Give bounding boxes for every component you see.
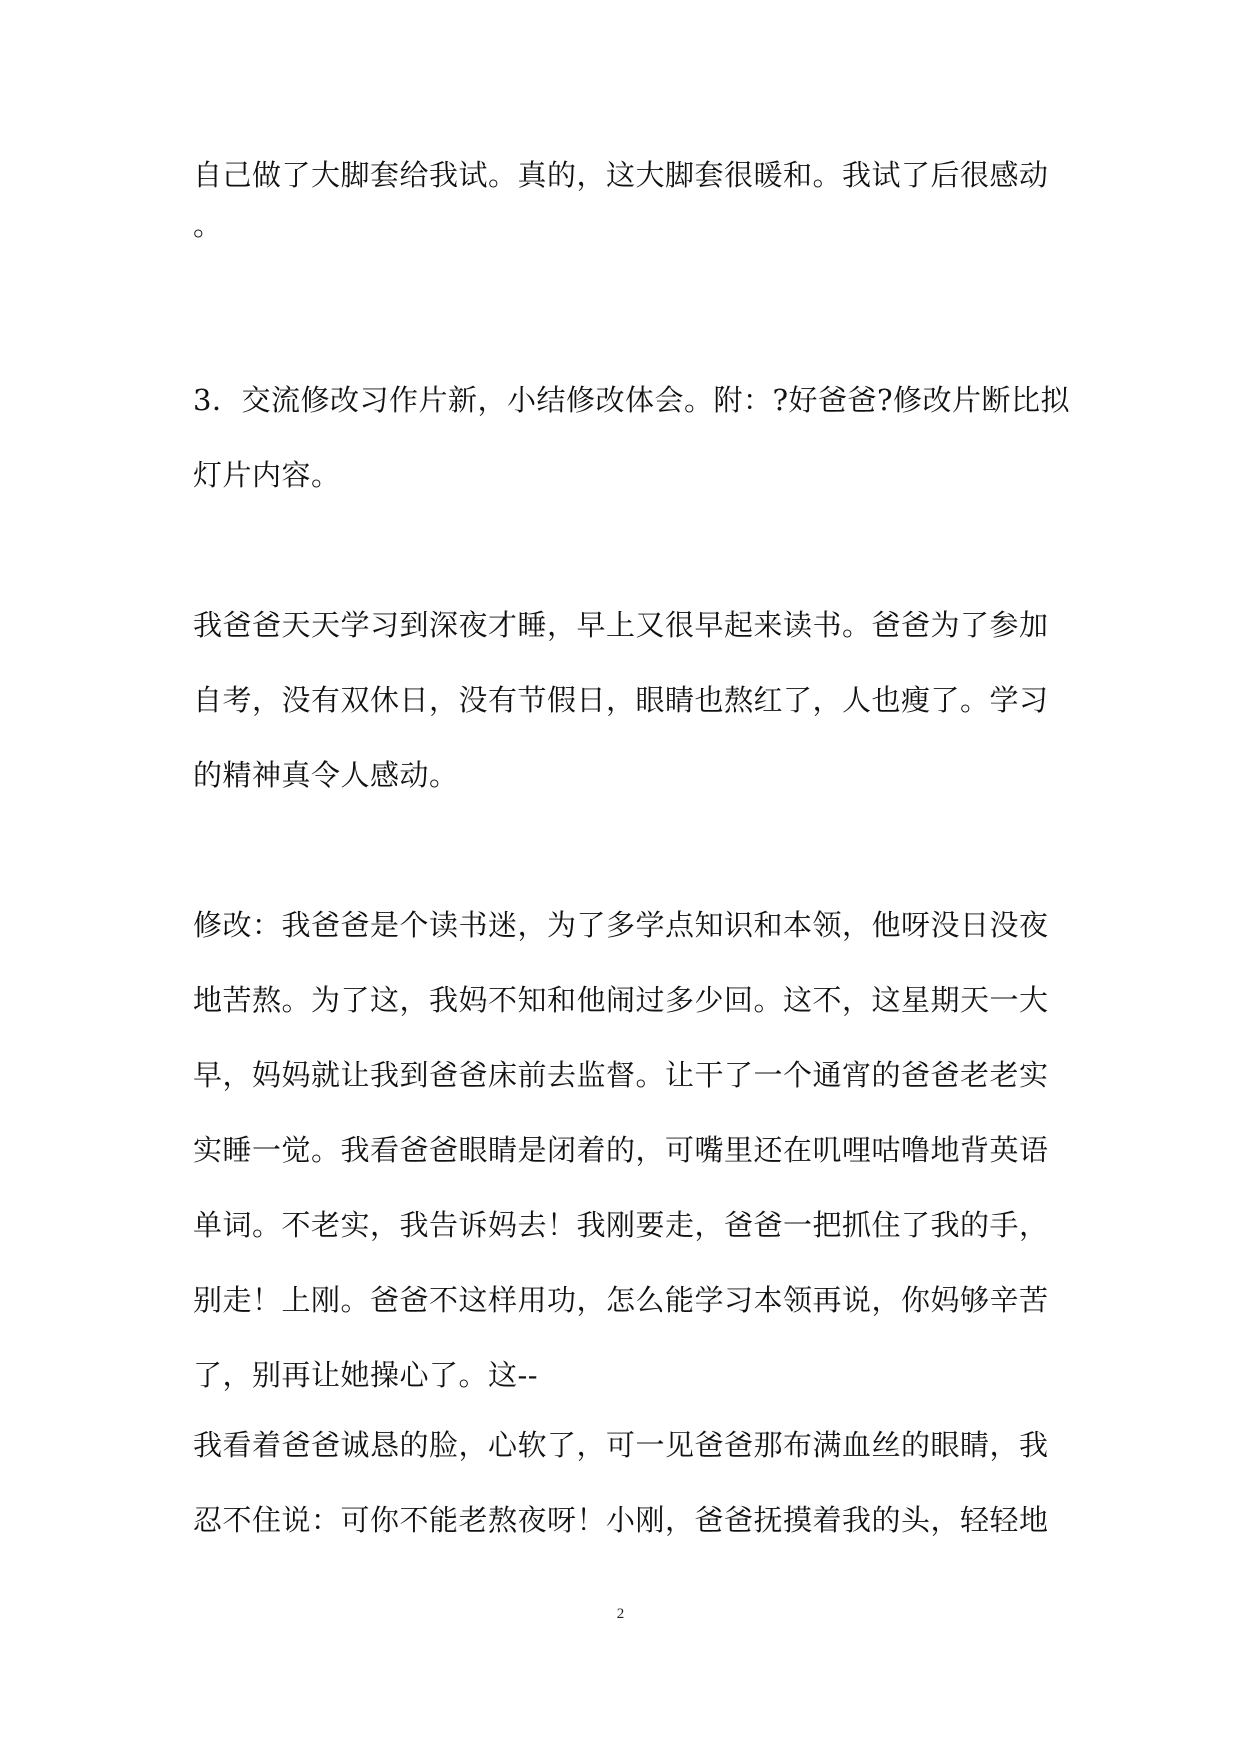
text-line: 我看着爸爸诚恳的脸，心软了，可一见爸爸那布满血丝的眼睛，我 (193, 1428, 1049, 1462)
page-number: 2 (616, 1606, 625, 1622)
text-line: 自考，没有双休日，没有节假日，眼睛也熬红了，人也瘦了。学习 (193, 683, 1049, 717)
text-line: 自己做了大脚套给我试。真的，这大脚套很暖和。我试了后很感动 (193, 158, 1049, 192)
text-line: 别走！上刚。爸爸不这样用功，怎么能学习本领再说，你妈够辛苦 (193, 1283, 1049, 1317)
text-line: 地苦熬。为了这，我妈不知和他闹过多少回。这不，这星期天一大 (193, 983, 1049, 1017)
text-line: 。 (193, 208, 223, 242)
text-line: 我爸爸天天学习到深夜才睡，早上又很早起来读书。爸爸为了参加 (193, 608, 1049, 642)
text-line: 修改：我爸爸是个读书迷，为了多学点知识和本领，他呀没日没夜 (193, 908, 1049, 942)
text-line: 了，别再让她操心了。这-- (193, 1358, 539, 1392)
text-line: 3．交流修改习作片新，小结修改体会。附：?好爸爸?修改片断比拟 (193, 383, 1071, 417)
text-line: 实睡一觉。我看爸爸眼睛是闭着的，可嘴里还在叽哩咕噜地背英语 (193, 1133, 1049, 1167)
text-line: 忍不住说：可你不能老熬夜呀！小刚，爸爸抚摸着我的头，轻轻地 (193, 1503, 1049, 1537)
text-line: 单词。不老实，我告诉妈去！我刚要走，爸爸一把抓住了我的手， (193, 1208, 1049, 1242)
text-line: 早，妈妈就让我到爸爸床前去监督。让干了一个通宵的爸爸老老实 (193, 1058, 1049, 1092)
text-line: 的精神真令人感动。 (193, 758, 459, 792)
text-line: 灯片内容。 (193, 458, 341, 492)
